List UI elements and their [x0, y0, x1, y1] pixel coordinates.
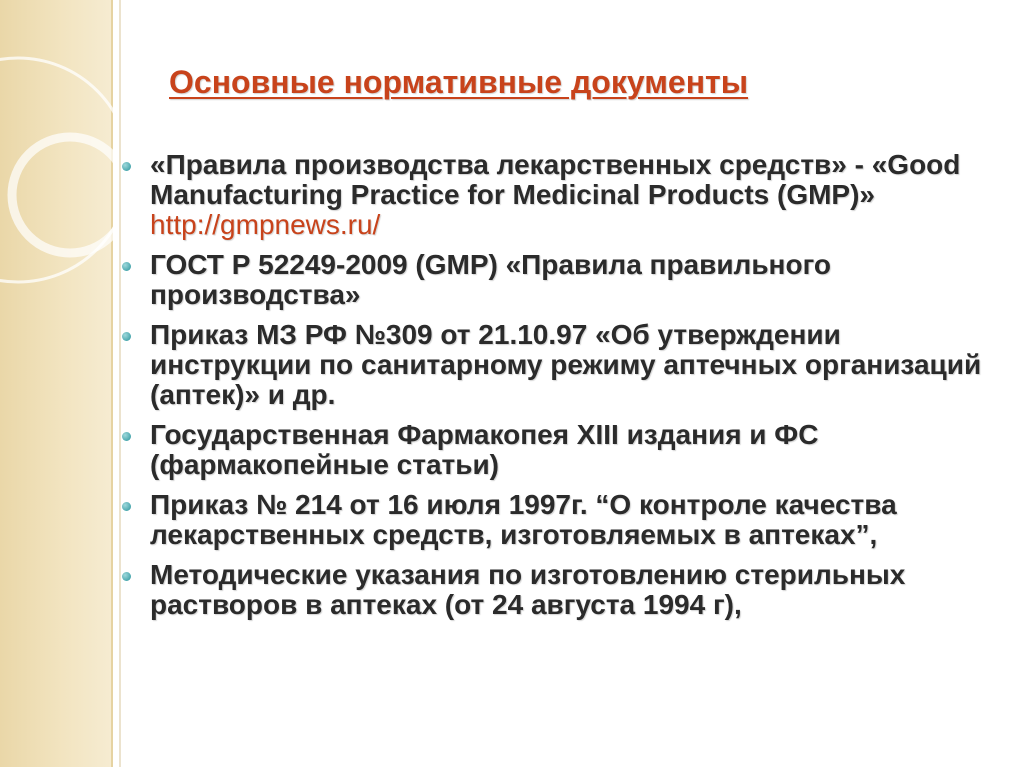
document-list [120, 150, 1000, 630]
gmpnews-link[interactable]: http://gmpnews.ru/ [150, 209, 381, 240]
list-item [120, 560, 1000, 620]
bullet-icon [122, 432, 131, 441]
item-text: Методические указания по изготовлению стерильных растворов в аптеках (от 24 августа 1994 г), [150, 559, 906, 620]
item-text: Приказ № 214 от 16 июля 1997г. “О контроле качества лекарственных средств, изготовляемых в аптеках”, [150, 489, 897, 550]
list-item [120, 150, 1000, 240]
item-text: Государственная Фармакопея XIII издания и ФС (фармакопейные статьи) [150, 419, 819, 480]
bullet-icon [122, 262, 131, 271]
list-item [120, 250, 1000, 310]
item-text: Приказ МЗ РФ №309 от 21.10.97 «Об утверждении инструкции по санитарному режиму аптечных организаций (аптек)» и др. [150, 319, 982, 410]
bullet-icon [122, 502, 131, 511]
list-item [120, 490, 1000, 550]
bullet-icon [122, 572, 131, 581]
list-item [120, 320, 1000, 410]
item-text: «Правила производства лекарственных средств» - «Good Manufacturing Practice for Medicinal Products (GMP)» [150, 149, 961, 210]
slide-title: Основные нормативные документы [169, 64, 749, 100]
bullet-icon [122, 162, 131, 171]
bullet-icon [122, 332, 131, 341]
item-text: ГОСТ Р 52249-2009 (GMP) «Правила правильного производства» [150, 249, 831, 310]
list-item [120, 420, 1000, 480]
